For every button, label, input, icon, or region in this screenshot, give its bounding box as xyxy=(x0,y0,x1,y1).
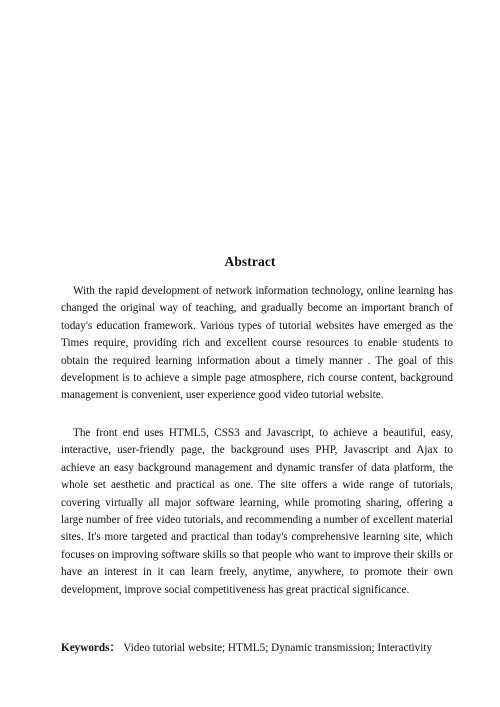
keywords-values: Video tutorial website; HTML5; Dynamic transmission; Interactivity xyxy=(123,642,433,654)
abstract-title: Abstract xyxy=(224,254,276,269)
keywords-label: Keywords： xyxy=(61,642,121,654)
abstract-paragraph-1: With the rapid development of network information technology, online learning has changed the original way of teaching, and gradually become an important branch of today's education framework. Various types of tutorial websites have emerged as the Times require, providing rich and excellent course resources to enable students to obtain the required learning information about a timely manner . The goal of this development is to achieve a simple page atmosphere, rich course content, background management is convenient, user experience good video tutorial website. xyxy=(61,285,453,402)
keywords-line xyxy=(61,640,461,656)
abstract-paragraph-2: The front end uses HTML5, CSS3 and Javascript, to achieve a beautiful, easy, interactive, user-friendly page, the background uses PHP, Javascript and Ajax to achieve an easy background management and dynamic transfer of data platform, the whole set aesthetic and practical as one. The site offers a wide range of tutorials, covering virtually all major software learning, while promoting sharing, offering a large number of free video tutorials, and recommending a number of excellent material sites. It's more targeted and practical than today's comprehensive learning site, which focuses on improving software skills so that people who want to improve their skills or have an interest in it can learn freely, anytime, anywhere, to promote their own development, improve social competitiveness has great practical significance. xyxy=(61,427,453,596)
